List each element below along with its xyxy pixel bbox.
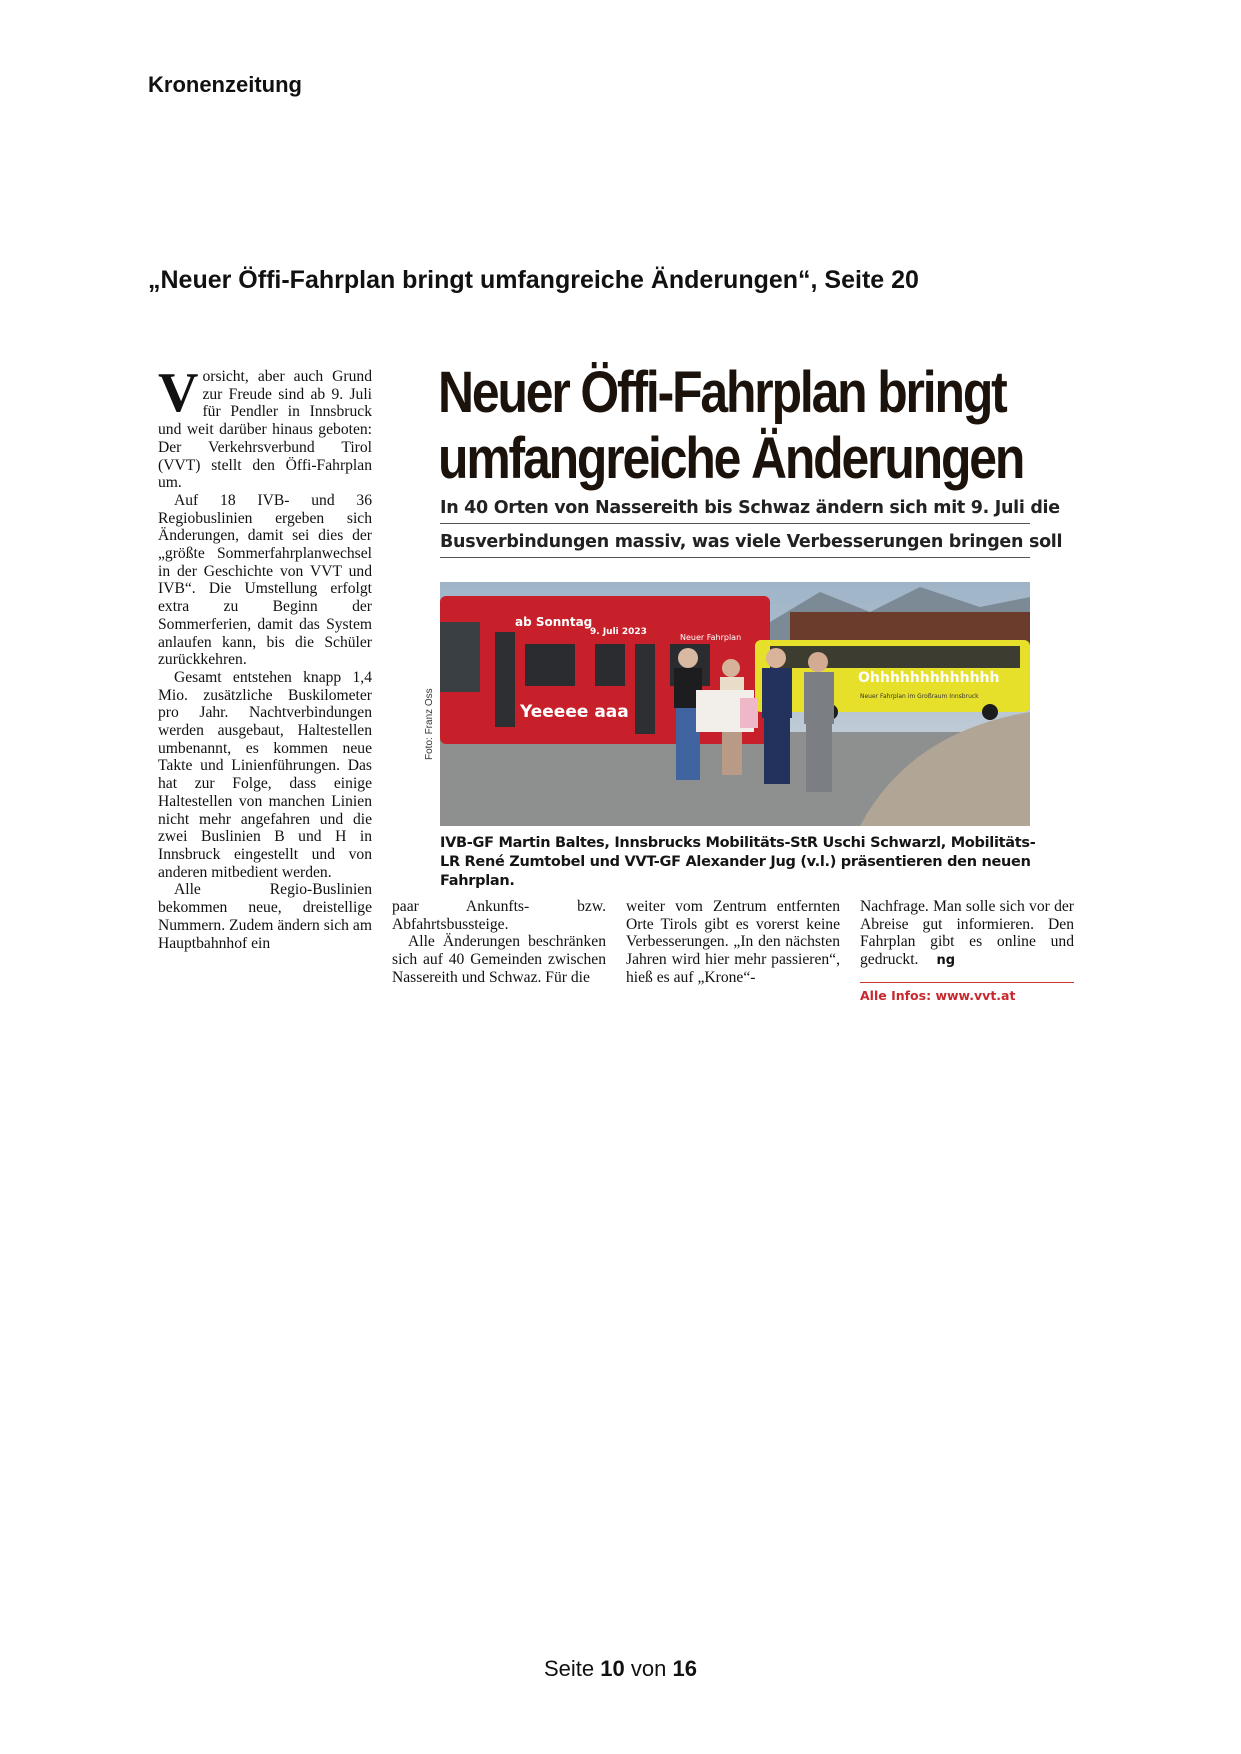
paragraph-2: Auf 18 IVB- und 36 Regiobuslinien ergeben sich Änderungen, damit sei dies der „größte Sommerfahrplanwechsel in der Geschichte von VVT und IVB“. Die Umstellung erfolgt extra zu Beginn der Sommerferien, damit das System anlaufen kann, bis die Schüler zurückkehren. (158, 491, 372, 669)
bus-label-text: Neuer Fahrplan im Großraum Innsbruck (860, 693, 979, 700)
lead-column (158, 368, 372, 1008)
subheadline-line-2: Busverbindungen massiv, was viele Verbesserungen bringen soll (440, 532, 1030, 558)
bus-slogan-text: Ohhhhhhhhhhhhh (858, 670, 1000, 686)
column-3-paragraph: weiter vom Zentrum entfernten Orte Tirols gibt es vorerst keine Verbesserungen. „In den nächsten Jahren wird hier mehr passieren“, hieß es auf „Krone“- (626, 898, 840, 986)
total-pages-number: 16 (672, 1656, 697, 1681)
paragraph-3: Gesamt entstehen knapp 1,4 Mio. zusätzliche Buskilometer pro Jahr. Nachtverbindungen werden ausgebaut, Haltestellen umbenannt, es kommen neue Takte und Linienführungen. Das hat zur Folge, dass einige Haltestellen von manchen Linien nicht mehr angefahren und die zwei Buslinien B und H in Innsbruck eingestellt und von anderen mitbedient werden. (158, 668, 372, 881)
page-of-label: von (630, 1656, 667, 1681)
source-publication: Kronenzeitung (148, 72, 302, 97)
document-heading: „Neuer Öffi-Fahrplan bringt umfangreiche Änderungen“, Seite 20 (148, 266, 919, 294)
column-2 (392, 898, 606, 1008)
photo-credit: Foto: Franz Oss (424, 688, 435, 760)
drop-cap: V (158, 368, 199, 424)
newspaper-clipping (148, 360, 1083, 1010)
subheadline-line-1: In 40 Orten von Nassereith bis Schwaz ändern sich mit 9. Juli die (440, 498, 1030, 524)
photo-illustration (440, 582, 1030, 826)
tram-date-text: 9. Juli 2023 (590, 627, 647, 637)
headline-line-1: Neuer Öffi-Fahrplan bringt (438, 360, 1006, 425)
page-footer (0, 1656, 1241, 1682)
current-page-number: 10 (600, 1656, 625, 1681)
column-4-paragraph: Nachfrage. Man solle sich vor der Abreise gut informieren. Den Fahrplan gibt es online und gedruckt. ng (860, 898, 1074, 969)
info-divider (860, 982, 1074, 983)
page-label: Seite (544, 1656, 595, 1681)
tram-slogan-text: Yeeeee aaa (520, 702, 629, 722)
lead-paragraph: Vorsicht, aber auch Grund zur Freude sind ab 9. Juli für Pendler in Innsbruck und weit darüber hinaus geboten: Der Verkehrsverbund Tirol (VVT) stellt den Öffi-Fahrplan um. (158, 368, 372, 492)
column-2-paragraph-2: Alle Änderungen beschränken sich auf 40 Gemeinden zwischen Nassereith und Schwaz. Für die (392, 933, 606, 986)
column-2-paragraph-1: paar Ankunfts- bzw. Abfahrtsbussteige. (392, 898, 606, 933)
tram-banner-text: ab Sonntag (515, 615, 593, 629)
photo-caption: IVB-GF Martin Baltes, Innsbrucks Mobilitäts-StR Uschi Schwarzl, Mobilitäts-LR René Zumtobel und VVT-GF Alexander Jug (v.l.) präsentieren den neuen Fahrplan. (440, 835, 1036, 889)
headline-line-2: umfangreiche Änderungen (438, 426, 1024, 491)
article-photo (440, 582, 1030, 826)
column-3 (626, 898, 840, 1008)
article-headline (438, 360, 1024, 492)
author-initials: ng (936, 953, 956, 969)
tram-label-text: Neuer Fahrplan (680, 633, 742, 642)
info-link: Alle Infos: www.vvt.at (860, 988, 1016, 1003)
paragraph-4: Alle Regio-Buslinien bekommen neue, dreistellige Nummern. Zudem ändern sich am Hauptbahnhof ein (158, 881, 372, 952)
